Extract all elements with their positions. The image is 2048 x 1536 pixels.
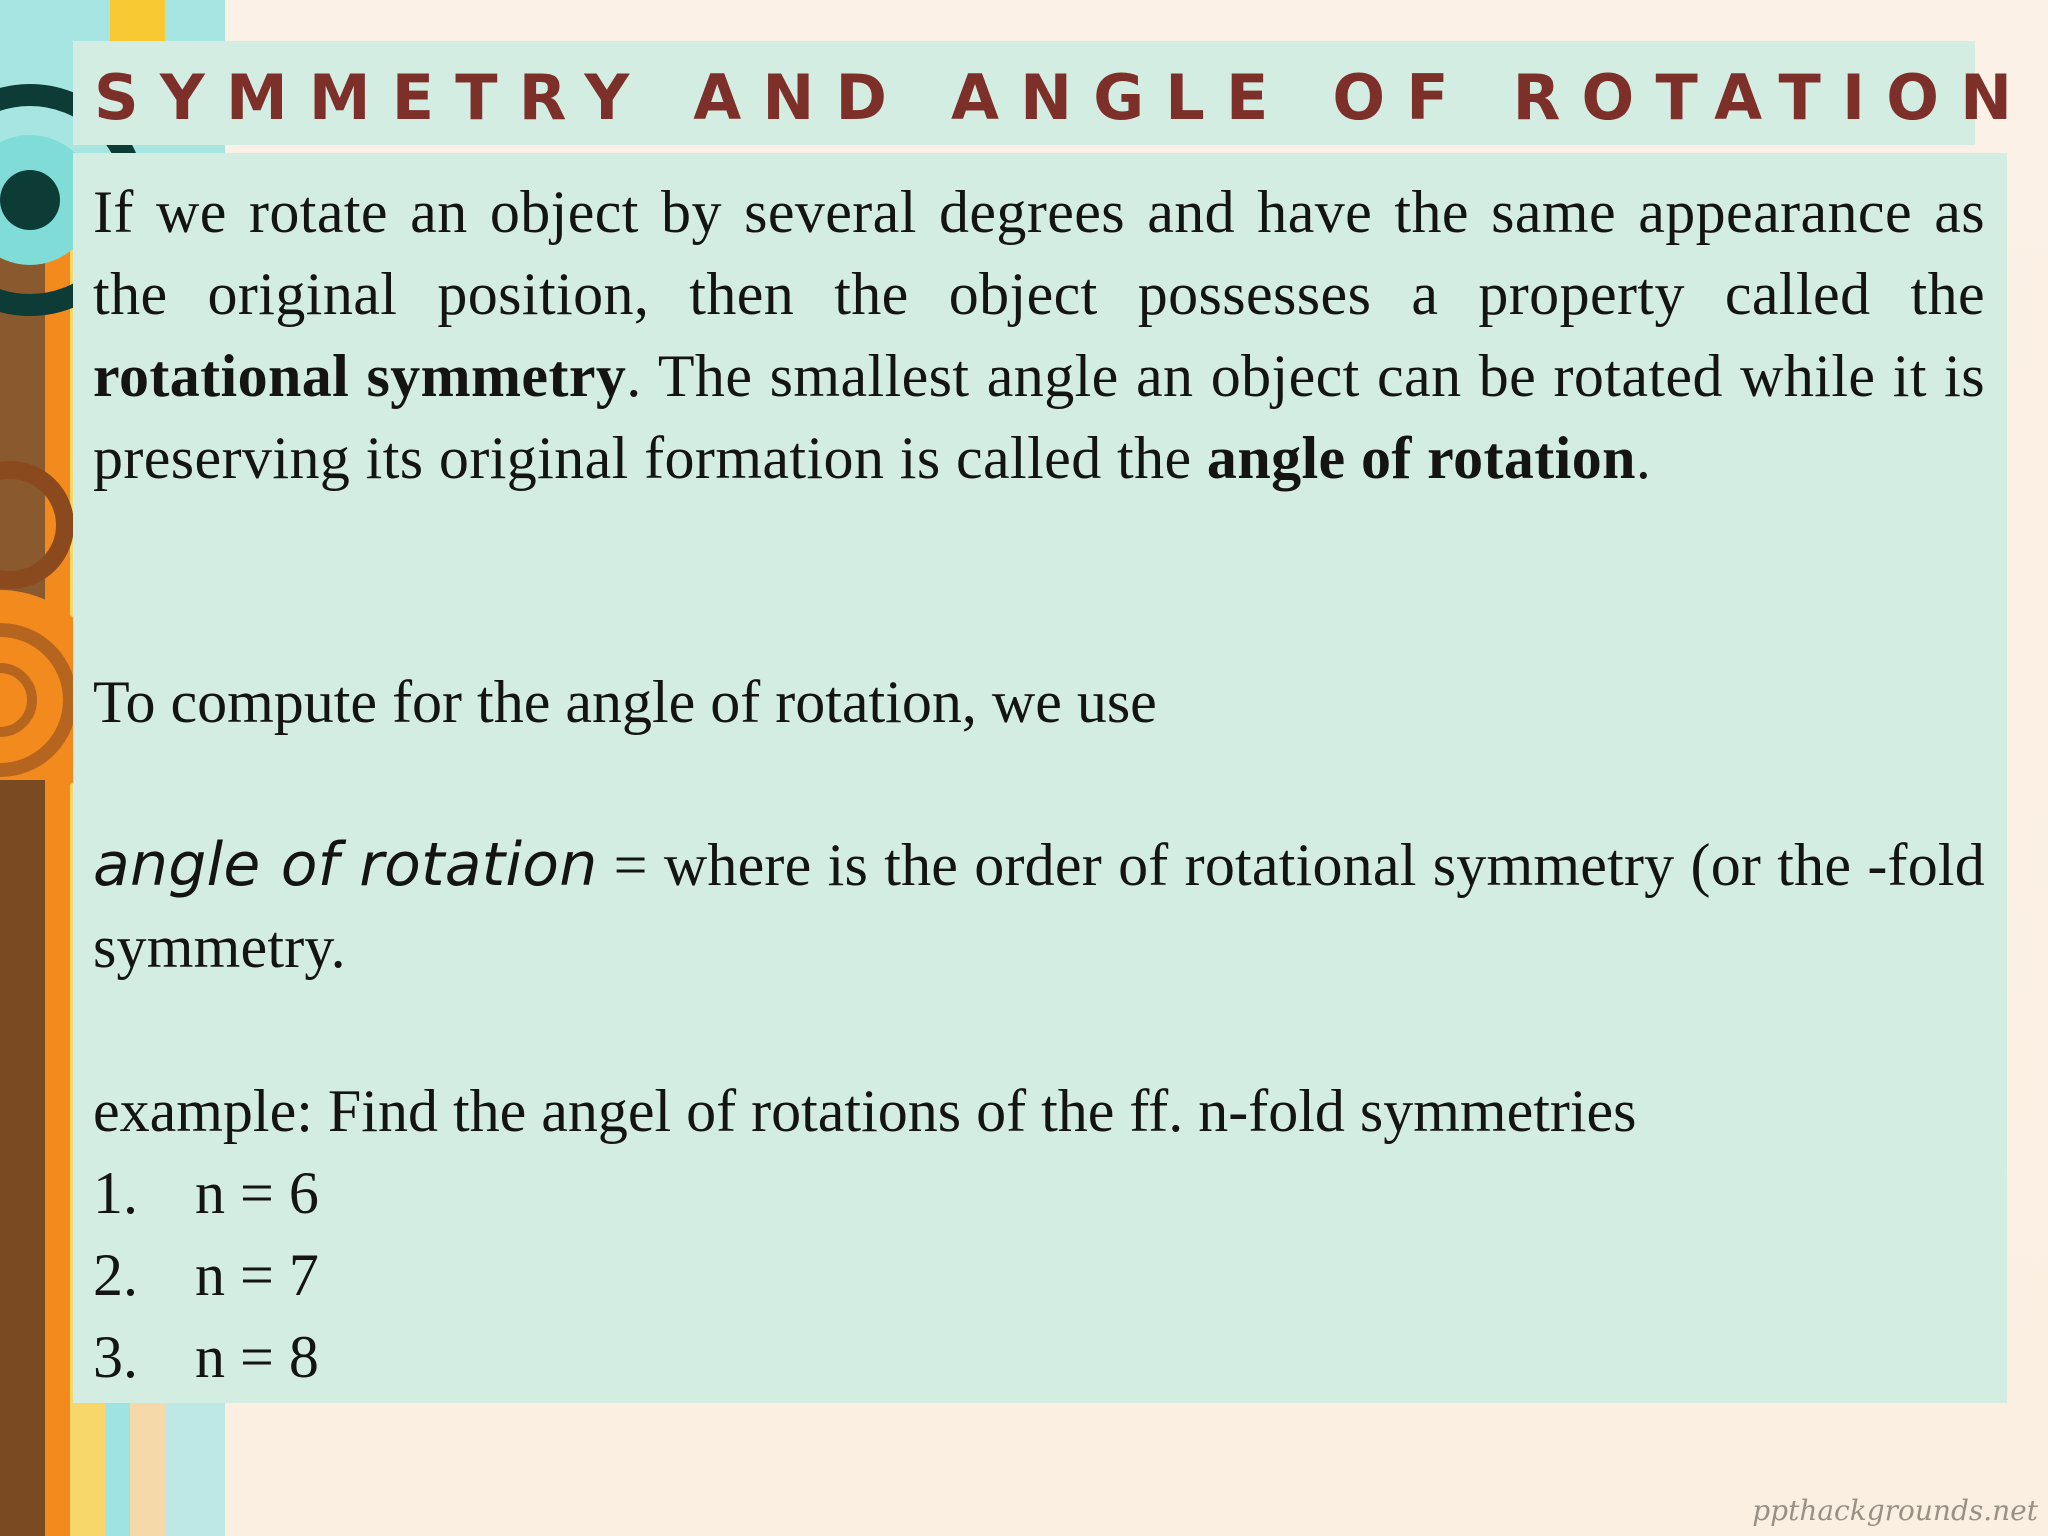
list-item-text: n = 7 <box>195 1242 319 1308</box>
formula-description: = where is the order of rotational symmetry (or the -fold symmetry. <box>93 832 1985 980</box>
list-item-number: 2. <box>93 1242 138 1308</box>
formula-lhs: angle of rotation <box>93 830 598 900</box>
compute-intro: To compute for the angle of rotation, we use <box>93 669 1157 735</box>
list-item <box>93 1316 319 1398</box>
watermark: ppthackgrounds.net <box>1752 1494 2038 1527</box>
list-item <box>93 1234 319 1316</box>
list-item-number: 1. <box>93 1160 138 1226</box>
slide-title: SYMMETRY AND ANGLE OF ROTATION <box>94 61 2034 134</box>
definition-paragraph <box>93 171 1985 499</box>
example-list <box>93 1152 319 1398</box>
list-item-text: n = 6 <box>195 1160 319 1226</box>
term-rotational-symmetry: rotational symmetry <box>93 343 627 409</box>
list-item-number: 3. <box>93 1324 138 1390</box>
list-item <box>93 1152 319 1234</box>
term-angle-of-rotation: angle of rotation <box>1206 425 1636 491</box>
list-item-text: n = 8 <box>195 1324 319 1390</box>
definition-text-3: . <box>1635 425 1652 491</box>
definition-text-2: . The smallest angle an object can be rotated while it is preserving its original formation is called the <box>93 343 1985 491</box>
formula-paragraph <box>93 824 1985 988</box>
definition-text-1: If we rotate an object by several degrees and have the same appearance as the original position, then the object possesses a property called the <box>93 179 1985 327</box>
example-intro: example: Find the angel of rotations of the ff. n-fold symmetries <box>93 1078 1637 1144</box>
